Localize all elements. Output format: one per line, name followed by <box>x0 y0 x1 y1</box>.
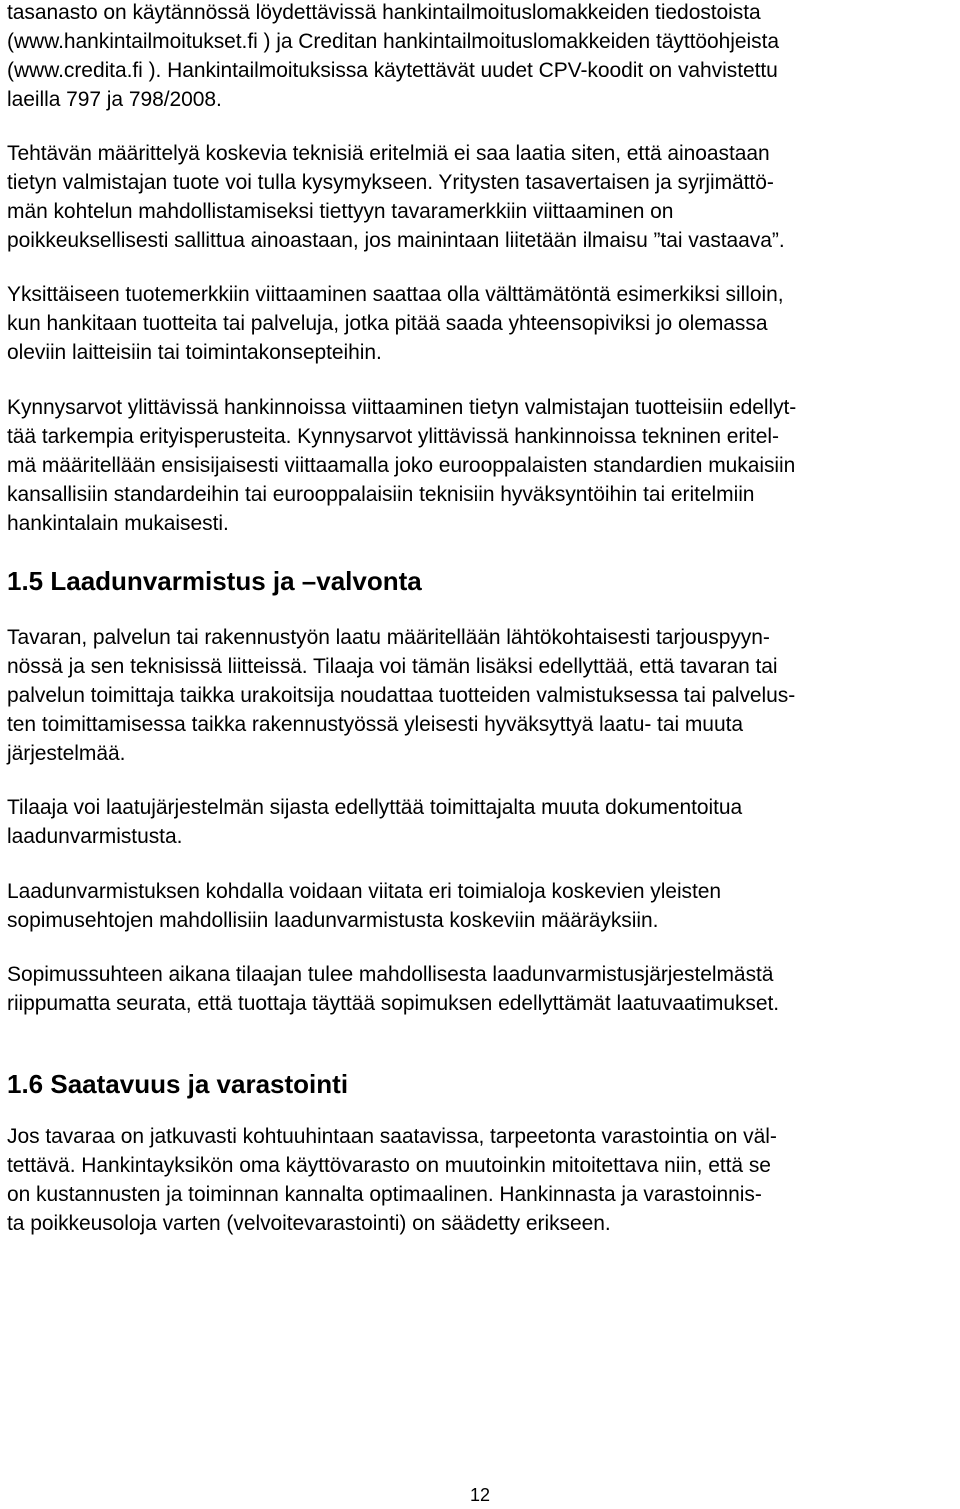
text-line: sopimusehtojen mahdollisiin laadunvarmistusta koskeviin määräyksiin. <box>7 909 659 932</box>
text-line: riippumatta seurata, että tuottaja täyttää sopimuksen edellyttämät laatuvaatimukset. <box>7 992 780 1015</box>
text-line: järjestelmää. <box>7 742 126 765</box>
paragraph-documented-assurance <box>7 793 952 851</box>
text-line: Tehtävän määrittelyä koskevia teknisiä eritelmiä ei saa laatia siten, että ainoastaan <box>7 142 770 165</box>
text-line: Yksittäiseen tuotemerkkiin viittaaminen saattaa olla välttämätöntä esimerkiksi silloin, <box>7 283 784 306</box>
text-line: poikkeuksellisesti sallittua ainoastaan, jos mainintaan liitetään ilmaisu ”tai vastaava”. <box>7 229 785 252</box>
document-page <box>7 0 952 1238</box>
text-line: tettävä. Hankintayksikön oma käyttövarasto on muutoinkin mitoitettava niin, että se <box>7 1154 771 1177</box>
text-line: mä määritellään ensisijaisesti viittaamalla joko eurooppalaisten standardien mukaisiin <box>7 454 796 477</box>
text-line: kun hankitaan tuotteita tai palveluja, jotka pitää saada yhteensopiviksi jo olemassa <box>7 312 768 335</box>
text-line: Jos tavaraa on jatkuvasti kohtuuhintaan saatavissa, tarpeetonta varastointia on väl- <box>7 1125 777 1148</box>
text-line: ten toimittamisessa taikka rakennustyössä yleisesti hyväksyttyä laatu- tai muuta <box>7 713 743 736</box>
text-line: oleviin laitteisiin tai toimintakonsepteihin. <box>7 341 382 364</box>
paragraph-single-brand-reference <box>7 280 952 367</box>
paragraph-storage <box>7 1122 952 1238</box>
text-line: Tilaaja voi laatujärjestelmän sijasta edellyttää toimittajalta muuta dokumentoitua <box>7 796 743 819</box>
text-line: (www.credita.fi ). Hankintailmoituksissa käytettävät uudet CPV-koodit on vahvistettu <box>7 59 778 82</box>
paragraph-general-terms <box>7 877 952 935</box>
text-line: laeilla 797 ja 798/2008. <box>7 88 222 111</box>
text-line: ta poikkeusoloja varten (velvoitevarastointi) on säädetty erikseen. <box>7 1212 611 1235</box>
paragraph-technical-specifications <box>7 139 952 255</box>
text-line: Tavaran, palvelun tai rakennustyön laatu määritellään lähtökohtaisesti tarjouspyyn- <box>7 626 770 649</box>
page-number: 12 <box>469 1485 491 1505</box>
section-heading-availability-storage: 1.6 Saatavuus ja varastointi <box>7 1069 349 1099</box>
text-line: on kustannusten ja toiminnan kannalta optimaalinen. Hankinnasta ja varastoinnis- <box>7 1183 762 1206</box>
text-line: Laadunvarmistuksen kohdalla voidaan viitata eri toimialoja koskevien yleisten <box>7 880 722 903</box>
text-line: tietyn valmistajan tuote voi tulla kysymykseen. Yritysten tasavertaisen ja syrjimättö- <box>7 171 774 194</box>
text-line: tää tarkempia erityisperusteita. Kynnysarvot ylittävissä hankinnoissa tekninen eritel- <box>7 425 779 448</box>
text-line: Kynnysarvot ylittävissä hankinnoissa viittaaminen tietyn valmistajan tuotteisiin edellyt- <box>7 396 797 419</box>
text-line: Sopimussuhteen aikana tilaajan tulee mahdollisesta laadunvarmistusjärjestelmästä <box>7 963 774 986</box>
text-line: män kohtelun mahdollistamiseksi tiettyyn tavaramerkkiin viittaaminen on <box>7 200 674 223</box>
paragraph-contract-monitoring <box>7 960 952 1018</box>
text-line: (www.hankintailmoitukset.fi ) ja Creditan hankintailmoituslomakkeiden täyttöohjeista <box>7 30 780 53</box>
paragraph-threshold-procurements <box>7 393 952 538</box>
text-line: palvelun toimittaja taikka urakoitsija noudattaa tuotteiden valmistuksessa tai palvelus- <box>7 684 796 707</box>
paragraph-quality-definition <box>7 623 952 768</box>
text-line: hankintalain mukaisesti. <box>7 512 229 535</box>
paragraph-cpv-codes <box>7 0 952 114</box>
text-line: laadunvarmistusta. <box>7 825 183 848</box>
text-line: nössä ja sen teknisissä liitteissä. Tilaaja voi tämän lisäksi edellyttää, että tavaran tai <box>7 655 778 678</box>
text-line: kansallisiin standardeihin tai eurooppalaisiin teknisiin hyväksyntöihin tai eritelmiin <box>7 483 755 506</box>
section-heading-quality-assurance: 1.5 Laadunvarmistus ja –valvonta <box>7 566 422 596</box>
text-line: tasanasto on käytännössä löydettävissä hankintailmoituslomakkeiden tiedostoista <box>7 1 761 24</box>
